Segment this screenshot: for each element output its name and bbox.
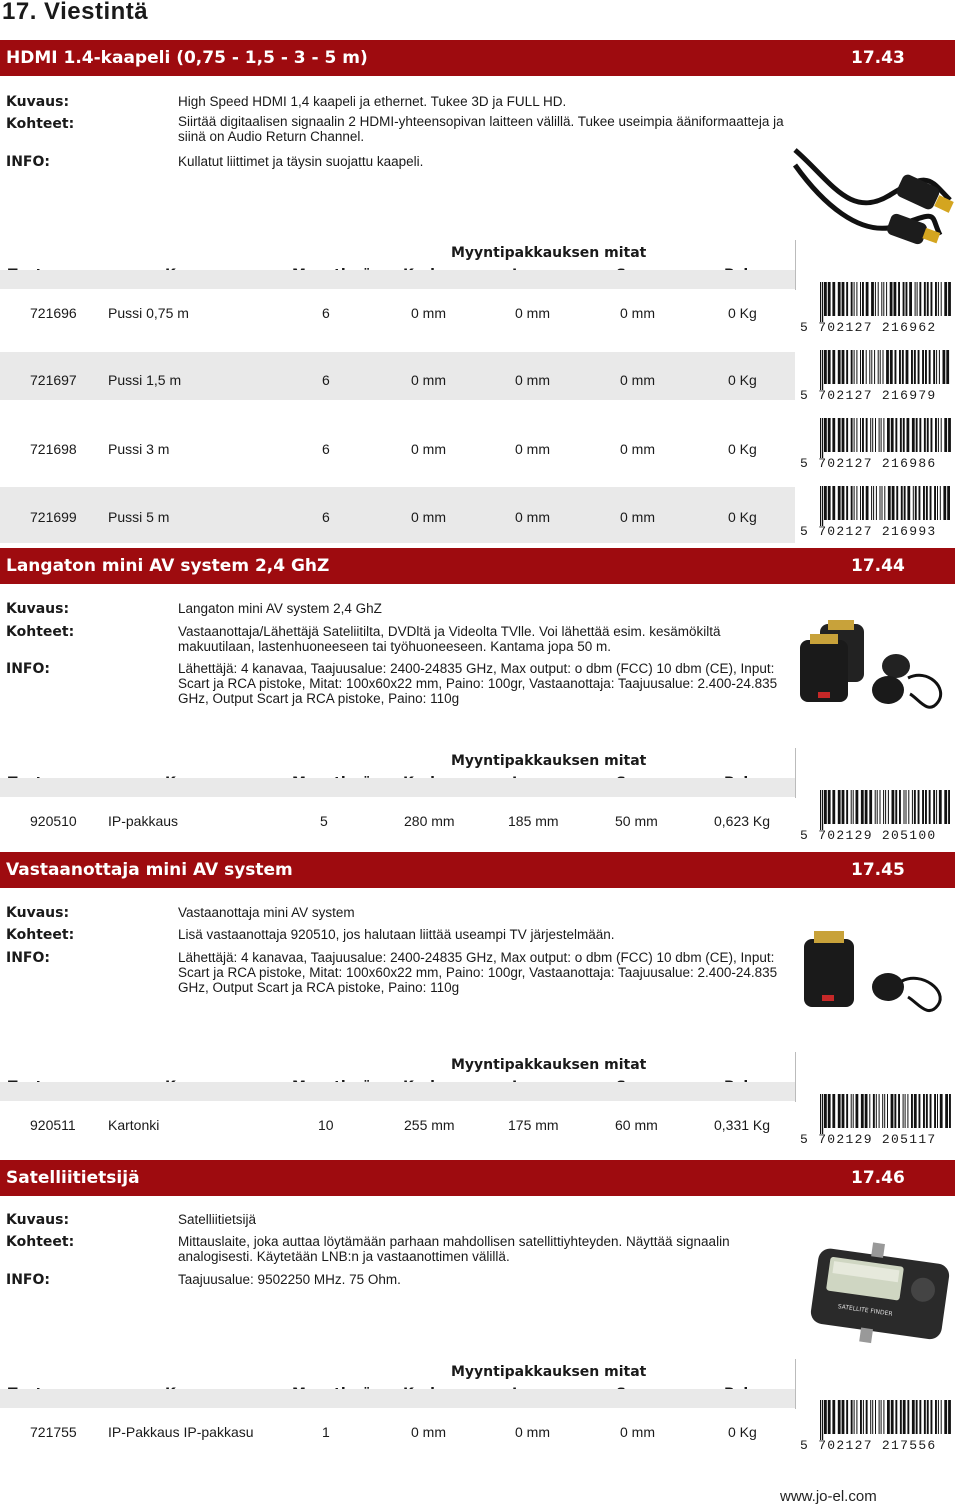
barcode: [800, 350, 955, 410]
cell-myyntiera: 10: [318, 1117, 334, 1133]
satellite-finder-image: [806, 1238, 956, 1350]
table-group-header: Myyntipakkauksen mitat: [451, 1364, 647, 1380]
cell-tuotenumero: 721697: [30, 372, 77, 388]
cell-leveys: 185 mm: [508, 813, 559, 829]
footer-url: www.jo-el.com: [780, 1488, 877, 1505]
product-kuvaus: Langaton mini AV system 2,4 GhZ: [178, 601, 382, 616]
cell-tuotenumero: 721755: [30, 1424, 77, 1440]
page-title: 17. Viestintä: [2, 0, 149, 25]
cell-tuotenumero: 920511: [30, 1117, 76, 1133]
product-kuvaus: Satelliitietsijä: [178, 1212, 257, 1227]
cell-myyntiera: 6: [322, 441, 330, 457]
table-row: [0, 797, 795, 845]
av-receiver-image: [798, 925, 958, 1015]
cell-myyntiera: 6: [322, 509, 330, 525]
product-info: Lähettäjä: 4 kanavaa, Taajuusalue: 2400-24835 GHz, Max output: o dbm (FCC) 10 dbm (CE), Input: Scart ja RCA pistoke, Mitat: 100x60x22 mm, Paino: 100gr, Vastaanottaja: Taajuusalue: 2.400-24.835 GHz, Output Scart ja RCA pistoke, Paino: 110g: [178, 661, 778, 706]
table-group-header: Myyntipakkauksen mitat: [451, 245, 647, 261]
table-row: [0, 289, 795, 337]
table-row: [0, 1101, 795, 1149]
table-row: [0, 1408, 795, 1456]
product-header-17-45: [0, 852, 955, 888]
barcode: [800, 486, 955, 546]
cell-leveys: 175 mm: [508, 1117, 559, 1133]
product-kuvaus: Vastaanottaja mini AV system: [178, 905, 355, 920]
cell-leveys: 0 mm: [515, 441, 550, 457]
table-row: [0, 352, 795, 400]
cell-korkeus: 255 mm: [404, 1117, 455, 1133]
table-row: [0, 420, 795, 468]
barcode-number: 5 702127 216979: [800, 388, 937, 403]
cell-paino: 0,331 Kg: [714, 1117, 771, 1133]
cell-syvyys: 0 mm: [620, 441, 655, 457]
barcode-number: 5 702127 216986: [800, 456, 937, 471]
product-title: Langaton mini AV system 2,4 GhZ: [6, 556, 330, 576]
label-kuvaus: Kuvaus:: [6, 905, 70, 921]
label-kohteet: Kohteet:: [6, 1234, 75, 1250]
cell-kuvaus: Pussi 0,75 m: [108, 305, 189, 321]
cell-kuvaus: Pussi 3 m: [108, 441, 170, 457]
cell-paino: 0,623 Kg: [714, 813, 771, 829]
label-kuvaus: Kuvaus:: [6, 94, 70, 110]
cell-tuotenumero: 721698: [30, 441, 77, 457]
barcode: [800, 790, 955, 850]
label-kohteet: Kohteet:: [6, 624, 75, 640]
product-info: Lähettäjä: 4 kanavaa, Taajuusalue: 2400-24835 GHz, Max output: o dbm (FCC) 10 dbm (CE), Input: Scart ja RCA pistoke, Mitat: 100x60x22 mm, Paino: 100gr, Vastaanottaja: Taajuusalue: 2.400-24.835 GHz, Output Scart ja RCA pistoke, Paino: 110g: [178, 950, 778, 995]
cell-leveys: 0 mm: [515, 305, 550, 321]
product-header-17-43: [0, 40, 955, 76]
cell-kuvaus: IP-pakkaus: [108, 813, 179, 829]
barcode: [800, 282, 955, 342]
cell-myyntiera: 6: [322, 305, 330, 321]
satellite-finder-label: SATELLITE FINDER: [837, 1303, 893, 1318]
cell-syvyys: 0 mm: [620, 1424, 655, 1440]
cell-tuotenumero: 721699: [30, 509, 77, 525]
product-kuvaus: High Speed HDMI 1,4 kaapeli ja ethernet. Tukee 3D ja FULL HD.: [178, 94, 567, 109]
cell-leveys: 0 mm: [515, 509, 550, 525]
cell-kuvaus: Kartonki: [108, 1117, 160, 1133]
product-info: Taajuusalue: 9502250 MHz. 75 Ohm.: [178, 1272, 401, 1287]
product-number: 17.43: [851, 48, 905, 68]
cell-korkeus: 0 mm: [411, 509, 446, 525]
cell-kuvaus: Pussi 5 m: [108, 509, 170, 525]
product-header-17-46: [0, 1160, 955, 1196]
table-group-header: Myyntipakkauksen mitat: [451, 753, 647, 769]
product-kohteet: Mittauslaite, joka auttaa löytämään parhaan mahdollisen satellittiyhteyden. Näyttää signaalin analogisesti. Käytetään LNB:n ja vastaanottimen välillä.: [178, 1234, 730, 1264]
cell-paino: 0 Kg: [728, 372, 757, 388]
cell-syvyys: 60 mm: [615, 1117, 658, 1133]
cell-leveys: 0 mm: [515, 372, 550, 388]
cell-korkeus: 0 mm: [411, 1424, 446, 1440]
hdmi-cable-image: [790, 140, 960, 250]
cell-myyntiera: 6: [322, 372, 330, 388]
label-info: INFO:: [6, 950, 50, 966]
product-number: 17.46: [851, 1168, 905, 1188]
barcode: [800, 418, 955, 478]
barcode-number: 5 702129 205117: [800, 1132, 937, 1147]
label-kohteet: Kohteet:: [6, 116, 75, 132]
barcode-number: 5 702127 216993: [800, 524, 937, 539]
table-group-header: Myyntipakkauksen mitat: [451, 1057, 647, 1073]
cell-kuvaus: IP-Pakkaus IP-pakkasu: [108, 1424, 254, 1440]
barcode-number: 5 702129 205100: [800, 828, 937, 843]
barcode: [800, 1094, 955, 1154]
cell-paino: 0 Kg: [728, 441, 757, 457]
product-header-17-44: [0, 548, 955, 584]
cell-syvyys: 50 mm: [615, 813, 658, 829]
cell-syvyys: 0 mm: [620, 305, 655, 321]
table-row: [0, 487, 795, 543]
product-title: HDMI 1.4-kaapeli (0,75 - 1,5 - 3 - 5 m): [6, 48, 368, 68]
cell-korkeus: 0 mm: [411, 372, 446, 388]
product-title: Vastaanottaja mini AV system: [6, 860, 293, 880]
label-kohteet: Kohteet:: [6, 927, 75, 943]
cell-leveys: 0 mm: [515, 1424, 550, 1440]
label-info: INFO:: [6, 661, 50, 677]
product-kohteet: Vastaanottaja/Lähettäjä Sateliitilta, DVDltä ja Videolta TVlle. Voi lähettää esim. kesämökiltä makuutilaan, lastenhuoneeseen tai työhuoneeseen. Kantama jopa 50 m.: [178, 624, 721, 654]
cell-tuotenumero: 721696: [30, 305, 77, 321]
product-title: Satelliitietsijä: [6, 1168, 140, 1188]
barcode-number: 5 702127 217556: [800, 1438, 937, 1453]
product-number: 17.45: [851, 860, 905, 880]
cell-syvyys: 0 mm: [620, 509, 655, 525]
product-number: 17.44: [851, 556, 905, 576]
cell-paino: 0 Kg: [728, 509, 757, 525]
label-info: INFO:: [6, 154, 50, 170]
label-info: INFO:: [6, 1272, 50, 1288]
cell-kuvaus: Pussi 1,5 m: [108, 372, 182, 388]
label-kuvaus: Kuvaus:: [6, 601, 70, 617]
product-info: Kullatut liittimet ja täysin suojattu kaapeli.: [178, 154, 424, 169]
cell-korkeus: 0 mm: [411, 441, 446, 457]
cell-paino: 0 Kg: [728, 1424, 757, 1440]
product-kohteet: Siirtää digitaalisen signaalin 2 HDMI-yhteensopivan laitteen välillä. Tukee useimpia ääniformaatteja ja siinä on Audio Return Channel.: [178, 114, 784, 144]
cell-korkeus: 280 mm: [404, 813, 455, 829]
av-system-image: [798, 618, 958, 710]
product-kohteet: Lisä vastaanottaja 920510, jos halutaan liittää useampi TV järjestelmään.: [178, 927, 615, 942]
barcode: [800, 1400, 955, 1460]
cell-myyntiera: 5: [320, 813, 328, 829]
label-kuvaus: Kuvaus:: [6, 1212, 70, 1228]
cell-paino: 0 Kg: [728, 305, 757, 321]
cell-korkeus: 0 mm: [411, 305, 446, 321]
cell-tuotenumero: 920510: [30, 813, 77, 829]
cell-syvyys: 0 mm: [620, 372, 655, 388]
barcode-number: 5 702127 216962: [800, 320, 937, 335]
cell-myyntiera: 1: [322, 1424, 330, 1440]
